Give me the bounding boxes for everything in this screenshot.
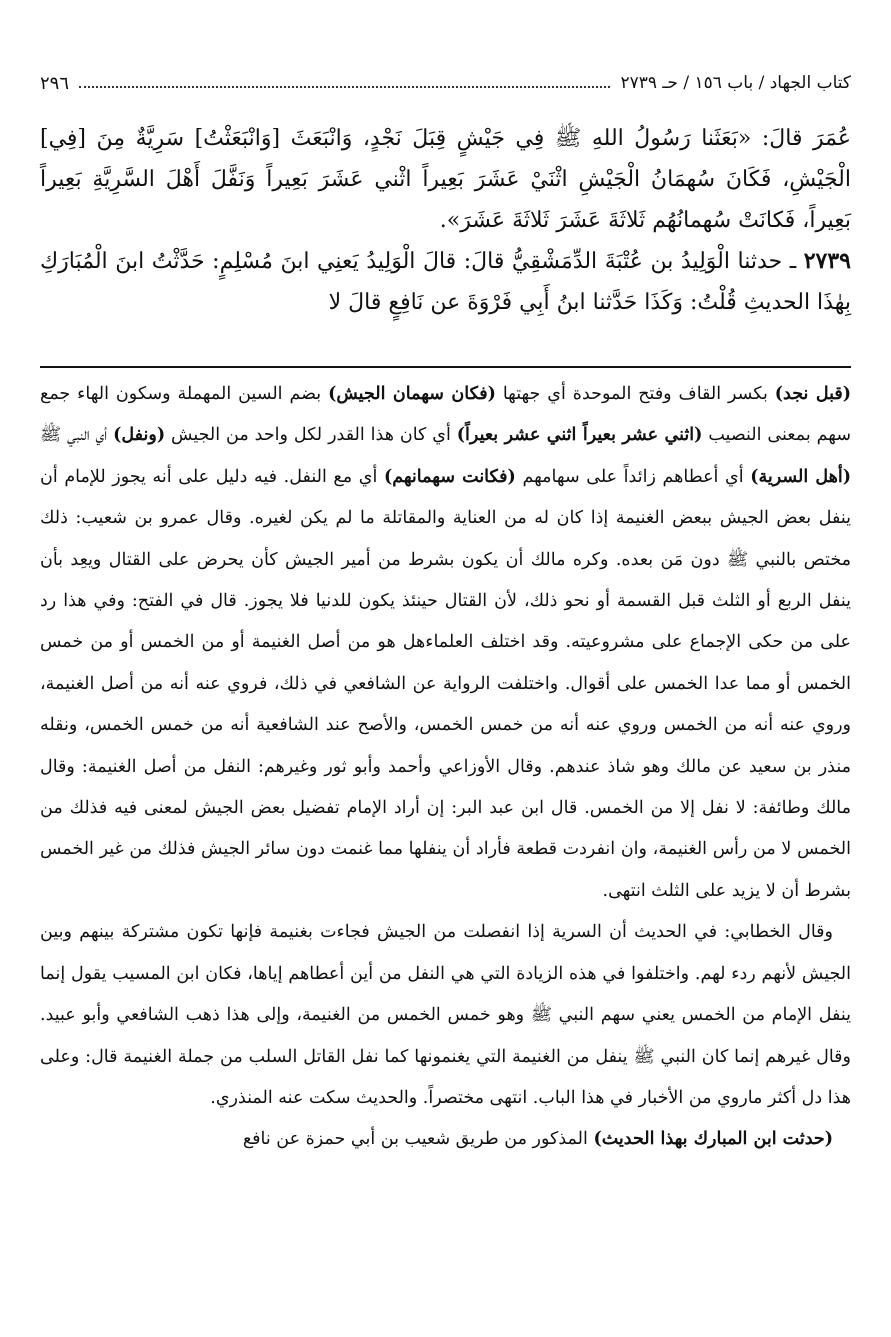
hadith-chain: ـ حدثنا الْوَلِيدُ بن عُتْبَةَ الدِّمَشْقِيُّ قالَ: قالَ الْوَلِيدُ يَعنِي ابنَ مُسْلِمٍ: حَدَّثْتُ ابنَ الْمُبَارَكِ بِهٰذَا الحديثِ قُلْتُ: وَكَذَا حَدَّثنا ابنُ أَبِي فَرْوَةَ عن نَافِعٍ قالَ لا (40, 249, 851, 315)
commentary-term: (قبل نجد) (774, 384, 852, 404)
hadith-paragraph (40, 241, 851, 323)
dotted-leader (79, 86, 610, 88)
separator-line (40, 366, 851, 368)
commentary-text: أي مع النفل. فيه دليل على أنه يجوز للإمام أن ينفل بعض الجيش ببعض الغنيمة إذا كان له من العناية والمقاتلة ما لم يكن لغيره. وقال عمرو بن شعيب: ذلك مختص بالنبي ﷺ دون مَن بعده. وكره مالك أن يكون بشرط من أمير الجيش كأن يحرض على القتال ويعِد بأن ينفل الربع أو الثلث قبل القسمة أو نحو ذلك، لأن القتال حينئذ يكون للدنيا فلا يجوز. قال في الفتح: وفي هذا رد على من حكى الإجماع على مشروعيته. وقد اختلف العلماءهل هو من أصل الغنيمة أو من الخمس أو من خمس الخمس أو مما عدا الخمس على أقوال. واختلفت الرواية عن الشافعي في ذلك، فروي عنه أنه من أصل الغنيمة، وروي عنه أنه من الخمس وروي عنه أنه من خمس الخمس، والأصح عند الشافعية أنه من خمس الخمس، ونقله منذر بن سعيد عن مالك وهو شاذ عندهم. وقال الأوزاعي وأحمد وأبو ثور وغيرهم: النفل من أصل الغنيمة: وقال مالك وطائفة: لا نفل إلا من الخمس. قال ابن عبد البر: إن أراد الإمام تفضيل بعض الجيش لمعنى فيه فذلك من الخمس لا من رأس الغنيمة، وان انفردت قطعة فأراد أن ينفلها مما غنمت دون سائر الجيش فذلك من غير الخمس بشرط أن لا يزيد على الثلث انتهى. (40, 466, 852, 901)
hadith-number: ٢٧٣٩ (803, 248, 851, 274)
header-title: كتاب الجهاد / باب ١٥٦ / حـ ٢٧٣٩ (620, 73, 851, 93)
commentary-term: (أهل السرية) (750, 466, 851, 487)
commentary-term: (فكانت سهمانهم) (383, 466, 516, 487)
commentary-term: (حدثت ابن المبارك بهذا الحديث) (593, 1129, 833, 1150)
hadith-paragraph: عُمَرَ قالَ: «بَعَثَنا رَسُولُ اللهِ ﷺ فِي جَيْشٍ قِبَلَ نَجْدٍ، وَانْبَعَثَ [وَانْبَعَثْتُ] سَرِيَّةٌ مِنَ [فِي] الْجَيْشِ، فَكَانَ سُهمَانُ الْجَيْشِ اثْنَيْ عَشَرَ بَعِيراً اثْني عَشَرَ بَعِيراً وَنَفَّلَ أَهْلَ السَّرِيَّةِ بَعِيراً بَعِيراً، فَكانَتْ سُهمانُهُم ثَلاثَةَ عَشَرَ ثَلاثَةَ عَشَرَ». (40, 126, 851, 233)
commentary-paragraph (40, 374, 851, 912)
commentary-term: (اثني عشر بعيراً اثني عشر بعيراً) (456, 425, 703, 446)
commentary-text: أي كان هذا القدر لكل واحد من الجيش (165, 425, 457, 446)
commentary-text: المذكور من طريق شعيب بن أبي حمزة عن نافع (242, 1129, 594, 1150)
commentary-text: بضم السين المهملة وسكون الهاء جمع سهم بمعنى النصيب (40, 384, 851, 446)
running-header (40, 68, 851, 98)
hadith-text (40, 118, 851, 323)
commentary-term: (ونفل) (113, 425, 166, 446)
page-number: ٢٩٦ (40, 72, 70, 94)
commentary-text: أي النبي ﷺ (40, 425, 114, 446)
commentary-text: بكسر القاف وفتح الموحدة أي جهتها (495, 384, 775, 404)
commentary-text: أي أعطاهم زائداً على سهامهم (515, 466, 751, 487)
commentary (40, 374, 851, 1161)
commentary-term: (فكان سهمان الجيش) (328, 384, 496, 404)
commentary-paragraph (40, 1119, 851, 1160)
commentary-paragraph: وقال الخطابي: في الحديث أن السرية إذا انفصلت من الجيش فجاءت بغنيمة فإنها تكون مشتركة بينهم وبين الجيش لأنهم ردء لهم. واختلفوا في هذه الزيادة التي هي النفل من أين أعطاهم إياها، فكان ابن المسيب يقول إنما ينفل الإمام من الخمس يعني سهم النبي ﷺ وهو خمس الخمس من الغنيمة، وإلى هذا ذهب الشافعي وأبو عبيد. وقال غيرهم إنما كان النبي ﷺ ينفل من الغنيمة التي يغنمونها كما نفل القاتل السلب من جملة الغنيمة قال: وعلى هذا دل أكثر ماروي من الأخبار في هذا الباب. انتهى مختصراً. والحديث سكت عنه المنذري. (40, 922, 851, 1108)
